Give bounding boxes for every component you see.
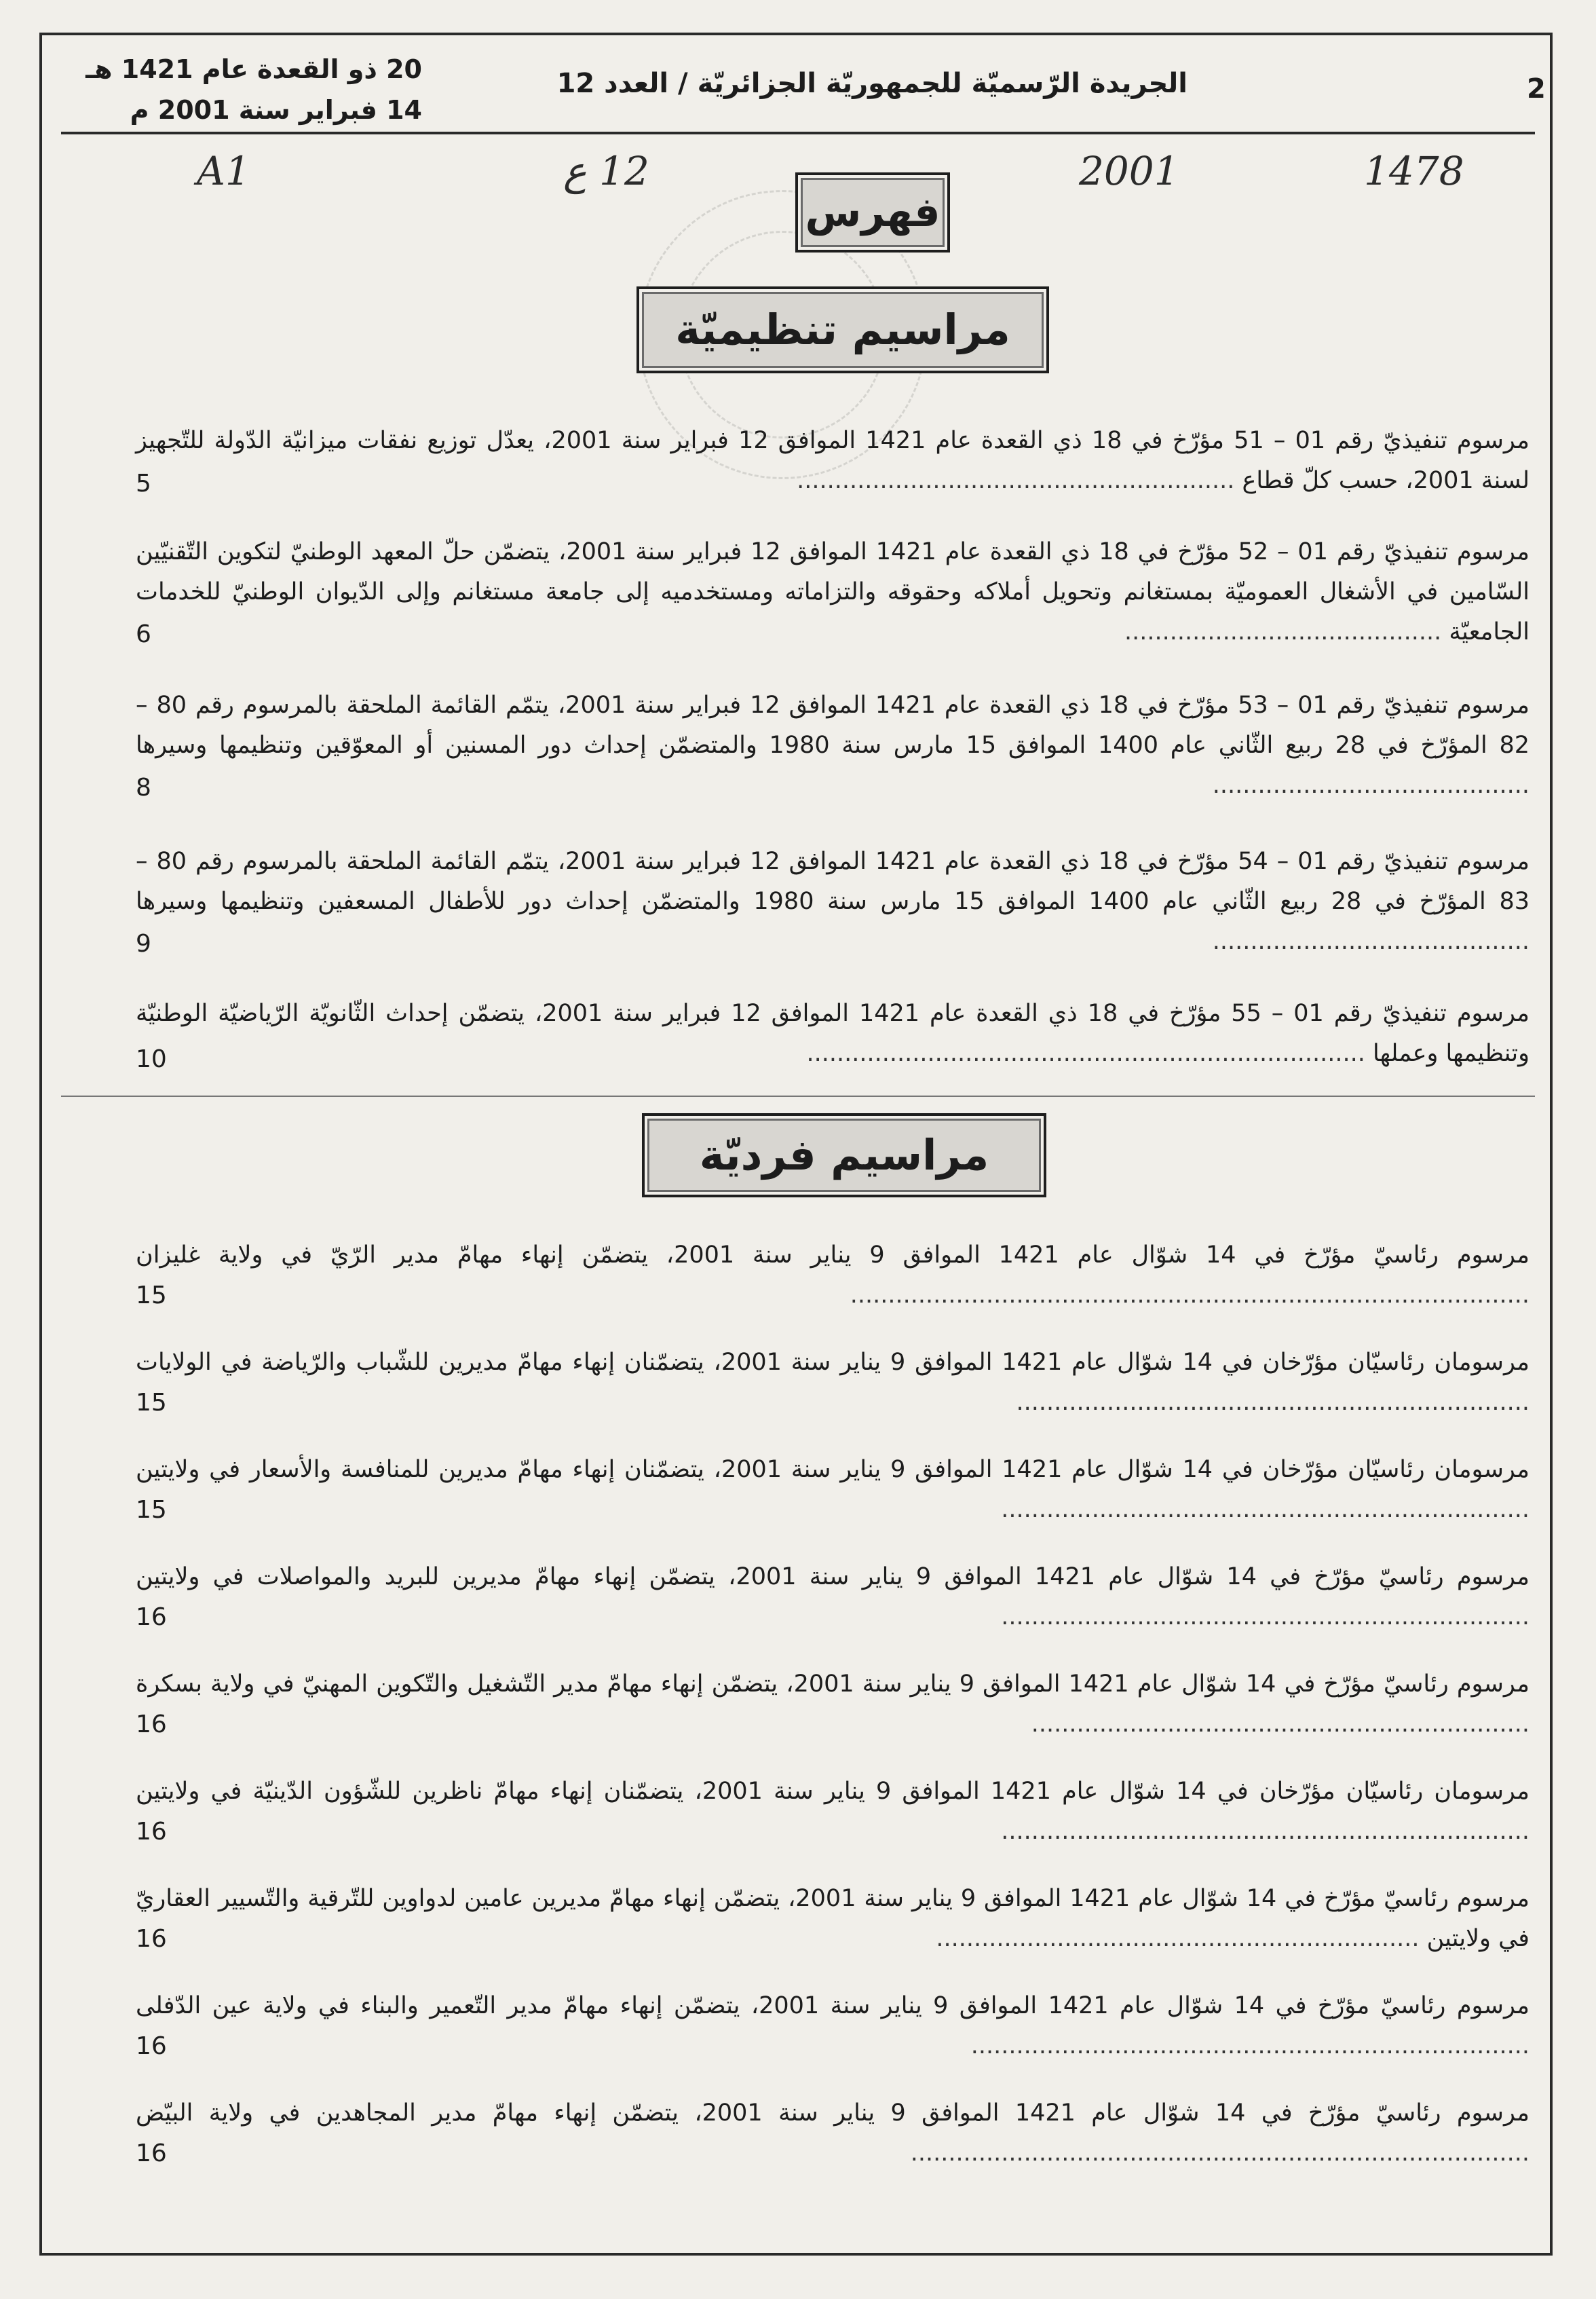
entry-text: مرسوم تنفيذيّ رقم 01 – 54 مؤرّخ في 18 ذي القعدة عام 1421 الموافق 12 فبراير سنة 2001، يتمّم القائمة الملحقة بالمرسوم رقم 80 – 83 المؤرّخ في 28 ربيع الثّاني عام 1400 الموافق 15 مارس سنة 1980 والمتضمّن إحداث دور للأطفال المسعفين وتنظيمها وسيرها <box>136 848 1530 915</box>
toc-entry[interactable] <box>136 1235 1530 1315</box>
entry-page: 16 <box>136 1925 167 1953</box>
toc-entry[interactable] <box>136 842 1530 962</box>
entry-text: مرسوم تنفيذيّ رقم 01 – 53 مؤرّخ في 18 ذي القعدة عام 1421 الموافق 12 فبراير سنة 2001، يتمّم القائمة الملحقة بالمرسوم رقم 80 – 82 المؤرّخ في 28 ربيع الثّاني عام 1400 الموافق 15 مارس سنة 1980 والمتضمّن إحداث دور المسنين أو المعوّقين وتنظيمها وسيرها <box>136 692 1530 759</box>
entry-text: مرسومان رئاسيّان مؤرّخان في 14 شوّال عام 1421 الموافق 9 يناير سنة 2001، يتضمّنان إنهاء مهامّ مديرين للشّباب والرّياضة في الولايات <box>136 1349 1530 1376</box>
running-header <box>61 33 1546 134</box>
leader-dots: .................................................................. <box>1031 1711 1530 1738</box>
entry-page: 15 <box>136 1282 167 1309</box>
leader-dots: .......................................... <box>1212 928 1530 955</box>
section-title-regulatory: مراسيم تنظيميّة <box>636 286 1049 373</box>
entry-page: 16 <box>136 1603 167 1631</box>
entry-page: 16 <box>136 1711 167 1738</box>
toc-entry[interactable] <box>136 1772 1530 1852</box>
handwritten-note: A1 <box>197 148 250 194</box>
leader-dots: ...................................................................... <box>1001 1603 1530 1630</box>
entry-page: 5 <box>136 470 151 498</box>
entry-text: مرسوم رئاسيّ مؤرّخ في 14 شوّال عام 1421 الموافق 9 يناير سنة 2001، يتضمّن إنهاء مهامّ مدير التّشغيل والتّكوين المهنيّ في ولاية بسكرة <box>136 1670 1530 1698</box>
gregorian-date: 14 فبراير سنة 2001 م <box>130 95 422 125</box>
header-date <box>42 49 422 130</box>
toc-entry[interactable] <box>136 1986 1530 2066</box>
toc-entry[interactable] <box>136 994 1530 1074</box>
leader-dots: .......................................................................................... <box>850 1282 1530 1309</box>
toc-title: فهرس <box>795 172 950 253</box>
entry-text: مرسوم تنفيذيّ رقم 01 – 55 مؤرّخ في 18 ذي القعدة عام 1421 الموافق 12 فبراير سنة 2001، يتضمّن إحداث الثّانويّة الرّياضيّة الوطنيّة وتنظيمها وعملها <box>136 1000 1530 1067</box>
leader-dots: .......................................................... <box>797 467 1242 494</box>
page-number: 2 <box>1527 73 1546 105</box>
hijri-date: 20 ذو القعدة عام 1421 هـ <box>86 54 422 84</box>
entry-page: 9 <box>136 930 151 958</box>
toc-entry[interactable] <box>136 686 1530 806</box>
toc-entry[interactable] <box>136 2093 1530 2173</box>
entry-text: مرسوم رئاسيّ مؤرّخ في 14 شوّال عام 1421 الموافق 9 يناير سنة 2001، يتضمّن إنهاء مهامّ مديرين للبريد والمواصلات في ولايتين <box>136 1563 1530 1590</box>
entry-page: 16 <box>136 2139 167 2167</box>
entry-page: 8 <box>136 774 151 802</box>
entry-page: 15 <box>136 1389 167 1417</box>
handwritten-note: 2001 <box>1079 148 1179 194</box>
leader-dots: ................................................................ <box>936 1925 1427 1952</box>
leader-dots: .................................................................................. <box>910 2139 1530 2167</box>
entry-text: مرسوم رئاسيّ مؤرّخ في 14 شوّال عام 1421 الموافق 9 يناير سنة 2001، يتضمّن إنهاء مهامّ مدير الرّيّ في ولاية غليزان <box>136 1241 1530 1269</box>
leader-dots: .......................................... <box>1212 772 1530 799</box>
entry-page: 16 <box>136 1818 167 1846</box>
section-divider <box>61 1096 1535 1097</box>
handwritten-note: 1478 <box>1364 148 1464 194</box>
toc-entry[interactable] <box>136 421 1530 501</box>
entry-page: 10 <box>136 1045 167 1073</box>
leader-dots: ...................................................................... <box>1001 1496 1530 1523</box>
entry-text: مرسومان رئاسيّان مؤرّخان في 14 شوّال عام 1421 الموافق 9 يناير سنة 2001، يتضمّنان إنهاء مهامّ ناظرين للشّؤون الدّينيّة في ولايتين <box>136 1778 1530 1805</box>
entry-page: 15 <box>136 1496 167 1524</box>
entry-text: مرسومان رئاسيّان مؤرّخان في 14 شوّال عام 1421 الموافق 9 يناير سنة 2001، يتضمّنان إنهاء مهامّ مديرين للمنافسة والأسعار في ولايتين <box>136 1456 1530 1483</box>
leader-dots: .......................................................................... <box>970 2032 1530 2059</box>
leader-dots: ...................................................................... <box>1001 1818 1530 1845</box>
entry-page: 6 <box>136 620 151 648</box>
toc-entry[interactable] <box>136 1557 1530 1637</box>
toc-entry[interactable] <box>136 532 1530 652</box>
toc-entry[interactable] <box>136 1450 1530 1530</box>
handwritten-note: 12 ع <box>563 148 649 194</box>
entry-text: مرسوم رئاسيّ مؤرّخ في 14 شوّال عام 1421 الموافق 9 يناير سنة 2001، يتضمّن إنهاء مهامّ مديرين عامين لدواوين للتّرقية والتّسيير العقاريّ في ولايتين <box>136 1885 1530 1952</box>
toc-entry[interactable] <box>136 1879 1530 1959</box>
section-title-individual: مراسيم فرديّة <box>642 1113 1046 1197</box>
leader-dots: .......................................................................... <box>806 1040 1373 1067</box>
entry-text: مرسوم رئاسيّ مؤرّخ في 14 شوّال عام 1421 الموافق 9 يناير سنة 2001، يتضمّن إنهاء مهامّ مدير المجاهدين في ولاية البيّض <box>136 2099 1530 2127</box>
entry-text: مرسوم رئاسيّ مؤرّخ في 14 شوّال عام 1421 الموافق 9 يناير سنة 2001، يتضمّن إنهاء مهامّ مدير التّعمير والبناء في ولاية عين الدّفلى <box>136 1992 1530 2019</box>
leader-dots: .................................................................... <box>1016 1389 1530 1416</box>
entry-page: 16 <box>136 2032 167 2060</box>
entry-text: مرسوم تنفيذيّ رقم 01 – 52 مؤرّخ في 18 ذي القعدة عام 1421 الموافق 12 فبراير سنة 2001، يتضمّن حلّ المعهد الوطنيّ لتكوين التّقنيّين السّامين في الأشغال العموميّة بمستغانم وتحويل أملاكه وحقوقه والتزاماته ومستخدميه إلى جامعة مستغانم وإلى الدّيوان الوطنيّ للخدمات الجامعيّة <box>136 538 1530 646</box>
gazette-title: الجريدة الرّسميّة للجمهوريّة الجزائريّة / العدد 12 <box>556 68 1188 99</box>
leader-dots: .......................................... <box>1124 618 1449 646</box>
entry-text: مرسوم تنفيذيّ رقم 01 – 51 مؤرّخ في 18 ذي القعدة عام 1421 الموافق 12 فبراير سنة 2001، يعدّل توزيع نفقات ميزانيّة الدّولة للتّجهيز لسنة 2001، حسب كلّ قطاع <box>136 427 1530 494</box>
toc-entry[interactable] <box>136 1664 1530 1744</box>
toc-entry[interactable] <box>136 1343 1530 1423</box>
